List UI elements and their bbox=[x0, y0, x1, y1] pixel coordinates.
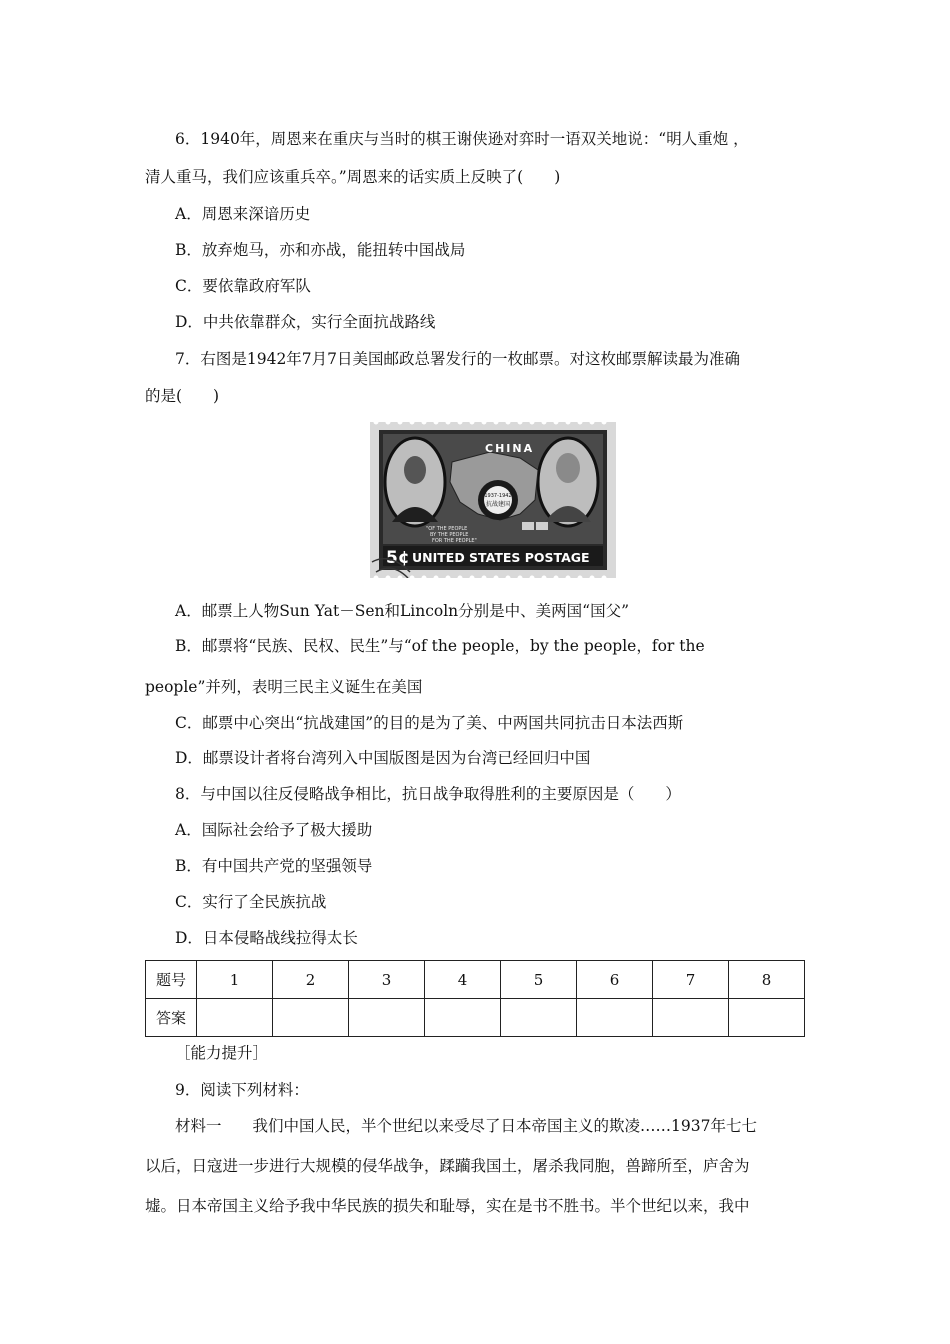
table-number-7: 7 bbox=[653, 961, 729, 999]
answer-cell-8[interactable] bbox=[729, 999, 805, 1037]
q9-material-line1: 材料一 我们中国人民，半个世纪以来受尽了日本帝国主义的欺凌……1937年七七 bbox=[175, 1117, 757, 1135]
q9-title: 9．阅读下列材料： bbox=[175, 1081, 309, 1099]
table-number-4: 4 bbox=[425, 961, 501, 999]
q6-option-a: A．周恩来深谙历史 bbox=[175, 205, 311, 223]
table-number-5: 5 bbox=[501, 961, 577, 999]
answer-table bbox=[145, 960, 805, 1037]
stamp-image bbox=[370, 422, 616, 578]
q7-option-a: A．邮票上人物Sun Yat－Sen和Lincoln分别是中、美两国“国父” bbox=[175, 602, 630, 620]
stamp-quote-1: "OF THE PEOPLE bbox=[426, 526, 468, 532]
q6-stem-line1: 6．1940年，周恩来在重庆与当时的棋王谢侠逊对弈时一语双关地说：“明人重炮 ， bbox=[175, 130, 749, 148]
answer-cell-6[interactable] bbox=[577, 999, 653, 1037]
table-number-3: 3 bbox=[349, 961, 425, 999]
table-number-1: 1 bbox=[197, 961, 273, 999]
table-number-2: 2 bbox=[273, 961, 349, 999]
table-number-6: 6 bbox=[577, 961, 653, 999]
q7-stem-line2: 的是( ) bbox=[145, 387, 220, 405]
table-number-8: 8 bbox=[729, 961, 805, 999]
stamp-quote-3: FOR THE PEOPLE" bbox=[432, 538, 477, 544]
answer-table-number-row bbox=[146, 961, 805, 999]
answer-cell-2[interactable] bbox=[273, 999, 349, 1037]
stamp-country: CHINA bbox=[485, 442, 535, 455]
q7-option-b-line1: B．邮票将“民族、民权、民生”与“of the people，by the people，for the bbox=[175, 637, 705, 655]
answer-cell-1[interactable] bbox=[197, 999, 273, 1037]
q8-option-a: A．国际社会给予了极大援助 bbox=[175, 821, 373, 839]
q8-option-b: B．有中国共产党的坚强领导 bbox=[175, 857, 373, 875]
q6-option-b: B．放弃炮马，亦和亦战，能扭转中国战局 bbox=[175, 241, 466, 259]
q9-material-line3: 墟。日本帝国主义给予我中华民族的损失和耻辱，实在是书不胜书。半个世纪以来，我中 bbox=[145, 1197, 750, 1215]
stamp-quote-2: BY THE PEOPLE bbox=[430, 532, 469, 538]
answer-cell-5[interactable] bbox=[501, 999, 577, 1037]
q7-option-d: D．邮票设计者将台湾列入中国版图是因为台湾已经回归中国 bbox=[175, 749, 591, 767]
stamp-emblem-motto: 抗战建国 bbox=[485, 501, 511, 508]
q8-stem: 8．与中国以往反侵略战争相比，抗日战争取得胜利的主要原因是（ ） bbox=[175, 785, 681, 803]
q6-option-d: D．中共依靠群众，实行全面抗战路线 bbox=[175, 313, 436, 331]
q7-option-b-line2: people”并列，表明三民主义诞生在美国 bbox=[145, 678, 423, 696]
table-header-answer: 答案 bbox=[146, 999, 197, 1037]
answer-cell-7[interactable] bbox=[653, 999, 729, 1037]
answer-cell-4[interactable] bbox=[425, 999, 501, 1037]
q7-stem-line1: 7．右图是1942年7月7日美国邮政总署发行的一枚邮票。对这枚邮票解读最为准确 bbox=[175, 350, 741, 368]
q6-option-c: C．要依靠政府军队 bbox=[175, 277, 311, 295]
stamp-emblem-years: 1937-1942 bbox=[484, 493, 512, 499]
q6-stem-line2: 清人重马，我们应该重兵卒。”周恩来的话实质上反映了( ) bbox=[145, 168, 561, 186]
answer-cell-3[interactable] bbox=[349, 999, 425, 1037]
section-heading: ［能力提升］ bbox=[175, 1044, 269, 1062]
q9-material-line2: 以后，日寇进一步进行大规模的侵华战争，蹂躏我国土，屠杀我同胞，兽蹄所至，庐舍为 bbox=[145, 1157, 750, 1175]
q8-option-d: D．日本侵略战线拉得太长 bbox=[175, 929, 358, 947]
stamp-denomination: 5¢ bbox=[386, 548, 410, 568]
stamp-banner: UNITED STATES POSTAGE bbox=[412, 550, 590, 565]
answer-table-answer-row bbox=[146, 999, 805, 1037]
q8-option-c: C．实行了全民族抗战 bbox=[175, 893, 327, 911]
table-header-number: 题号 bbox=[146, 961, 197, 999]
q7-option-c: C．邮票中心突出“抗战建国”的目的是为了美、中两国共同抗击日本法西斯 bbox=[175, 714, 684, 732]
